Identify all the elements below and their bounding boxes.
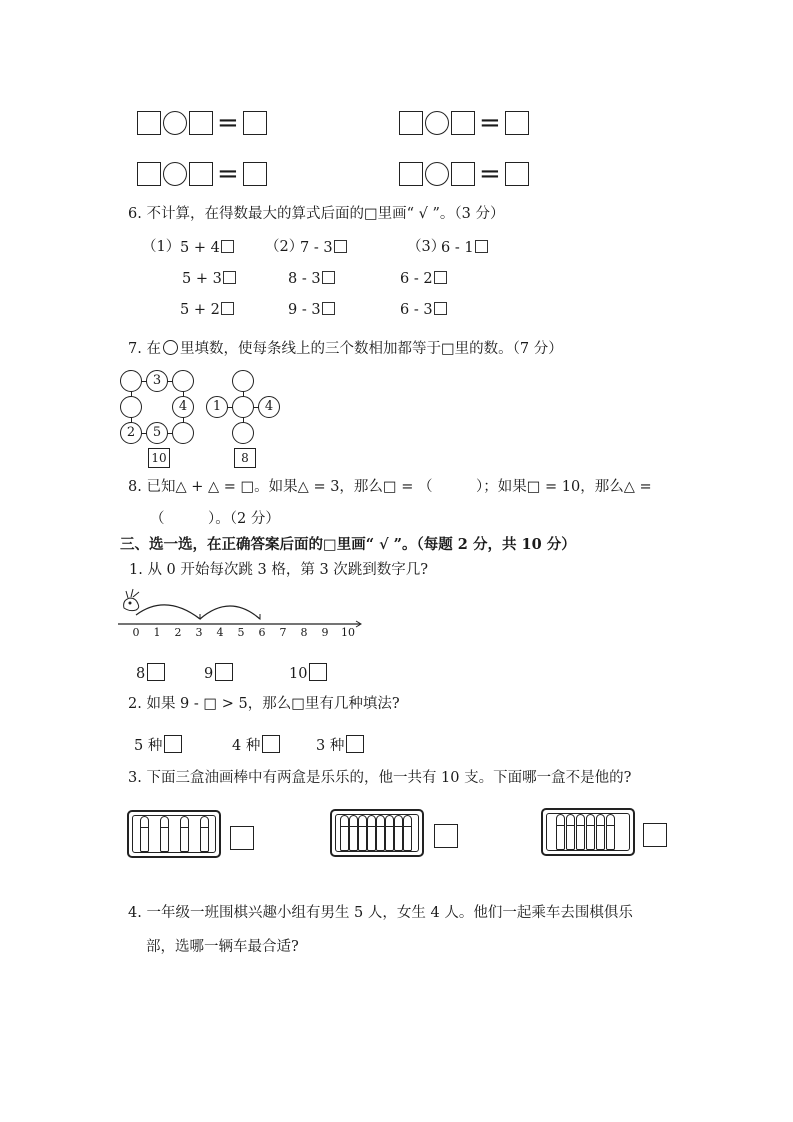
- check-box[interactable]: [322, 271, 335, 284]
- tick-label: 1: [153, 626, 161, 639]
- crayon-icon: [596, 814, 605, 850]
- crayon-icon: [140, 816, 149, 852]
- puzzle-node[interactable]: [172, 422, 194, 444]
- crayon-icon: [367, 815, 376, 851]
- q6-item: [400, 271, 447, 287]
- equation-row-1b: [399, 110, 529, 136]
- answer-square[interactable]: [189, 111, 213, 135]
- circle-icon: [163, 340, 178, 355]
- result-square[interactable]: [243, 111, 267, 135]
- target-sum-box: 10: [148, 448, 170, 468]
- answer-square[interactable]: [399, 111, 423, 135]
- check-box[interactable]: [221, 240, 234, 253]
- q6-item: [180, 240, 234, 256]
- puzzle-node-right[interactable]: 4: [258, 396, 280, 418]
- crayon-icon: [606, 814, 615, 850]
- option-4: [232, 735, 280, 754]
- answer-square[interactable]: [399, 162, 423, 186]
- s3-question-4-line-2: 部，选哪一辆车最合适?: [146, 939, 299, 955]
- question-8-line-1: 8. 已知△ + △ = □。如果△ = 3，那么□ = （ ）；如果□ = 10，那么△ =: [128, 479, 652, 495]
- equation-row-1a: [137, 110, 267, 136]
- crayon-icon: [349, 815, 358, 851]
- s3-question-2-title: 2. 如果 9 - □ > 5，那么□里有几种填法?: [128, 696, 400, 712]
- answer-check-box[interactable]: [164, 735, 182, 753]
- option-5: [134, 735, 182, 754]
- result-square[interactable]: [505, 162, 529, 186]
- rabbit-icon: [124, 589, 139, 611]
- expression: 5 + 2: [180, 302, 220, 318]
- check-box[interactable]: [434, 302, 447, 315]
- expression: 6 - 1: [441, 240, 474, 256]
- operator-circle[interactable]: [425, 162, 449, 186]
- target-sum-box: 8: [234, 448, 256, 468]
- option-label: 4 种: [232, 738, 261, 754]
- equation-row-2a: [137, 161, 267, 187]
- check-box[interactable]: [434, 271, 447, 284]
- result-square[interactable]: [243, 162, 267, 186]
- option-10: [289, 663, 327, 682]
- crayon-icon: [566, 814, 575, 850]
- tick-label: 9: [321, 626, 329, 639]
- answer-square[interactable]: [137, 111, 161, 135]
- crayon-icon: [556, 814, 565, 850]
- q6-item: [288, 302, 335, 318]
- option-label: 3 种: [316, 738, 345, 754]
- tick-label: 10: [341, 626, 355, 639]
- puzzle-node-center[interactable]: [232, 396, 254, 418]
- crayon-icon: [340, 815, 349, 851]
- check-box[interactable]: [221, 302, 234, 315]
- puzzle-node[interactable]: [120, 370, 142, 392]
- tick-label: 5: [237, 626, 245, 639]
- tick-label: 4: [216, 626, 224, 639]
- option-label: 8: [136, 666, 146, 682]
- operator-circle[interactable]: [163, 111, 187, 135]
- tick-label: 2: [174, 626, 182, 639]
- cross-puzzle: [206, 370, 282, 470]
- number-line: [118, 588, 368, 640]
- expression: 9 - 3: [288, 302, 321, 318]
- crayon-box-6: [541, 808, 635, 856]
- expression: 8 - 3: [288, 271, 321, 287]
- crayon-box-4: [127, 810, 221, 858]
- option-8: [136, 663, 165, 682]
- expression: 7 - 3: [300, 240, 333, 256]
- operator-circle[interactable]: [163, 162, 187, 186]
- option-9: [204, 663, 233, 682]
- answer-check-box[interactable]: [215, 663, 233, 681]
- puzzle-node[interactable]: [172, 370, 194, 392]
- puzzle-node[interactable]: 5: [146, 422, 168, 444]
- tick-label: 6: [258, 626, 266, 639]
- q6-item: [400, 302, 447, 318]
- puzzle-node-bottom[interactable]: [232, 422, 254, 444]
- crayon-icon: [385, 815, 394, 851]
- answer-check-box[interactable]: [309, 663, 327, 681]
- q6-group-2-label: （2）: [265, 239, 304, 255]
- expression: 6 - 2: [400, 271, 433, 287]
- puzzle-node[interactable]: [120, 396, 142, 418]
- operator-circle[interactable]: [425, 111, 449, 135]
- q6-item: [180, 302, 234, 318]
- crayon-icon: [358, 815, 367, 851]
- equation-row-2b: [399, 161, 529, 187]
- q6-group-3-label: （3）: [407, 239, 446, 255]
- q6-item: [288, 271, 335, 287]
- crayon-box-8: [330, 809, 424, 857]
- answer-check-box[interactable]: [643, 823, 667, 847]
- answer-square[interactable]: [451, 111, 475, 135]
- answer-check-box[interactable]: [230, 826, 254, 850]
- tick-label: 0: [132, 626, 140, 639]
- check-box[interactable]: [322, 302, 335, 315]
- check-box[interactable]: [334, 240, 347, 253]
- puzzle-node-left[interactable]: 1: [206, 396, 228, 418]
- option-label: 10: [289, 666, 308, 682]
- expression: 6 - 3: [400, 302, 433, 318]
- q6-item: [300, 240, 347, 256]
- answer-square[interactable]: [451, 162, 475, 186]
- q6-group-1-label: （1）: [142, 239, 181, 255]
- question-7-title: [128, 340, 563, 357]
- equals-sign: =: [479, 159, 501, 189]
- crayon-icon: [376, 815, 385, 851]
- answer-check-box[interactable]: [346, 735, 364, 753]
- answer-square[interactable]: [189, 162, 213, 186]
- section-3-title: 三、选一选，在正确答案后面的□里画“ √ ”。（每题 2 分，共 10 分）: [120, 536, 576, 553]
- expression: 5 + 3: [182, 271, 222, 287]
- equals-sign: =: [217, 108, 239, 138]
- answer-check-box[interactable]: [147, 663, 165, 681]
- crayon-icon: [180, 816, 189, 852]
- answer-check-box[interactable]: [262, 735, 280, 753]
- equals-sign: =: [479, 108, 501, 138]
- s3-question-4-line-1: 4. 一年级一班围棋兴趣小组有男生 5 人，女生 4 人。他们一起乘车去围棋俱乐: [128, 905, 633, 921]
- option-label: 5 种: [134, 738, 163, 754]
- crayon-icon: [586, 814, 595, 850]
- option-label: 9: [204, 666, 214, 682]
- puzzle-node[interactable]: 2: [120, 422, 142, 444]
- title-suffix: 里填数，使每条线上的三个数相加都等于□里的数。（7 分）: [179, 341, 563, 357]
- answer-check-box[interactable]: [434, 824, 458, 848]
- crayon-icon: [403, 815, 412, 851]
- question-6-title: 6. 不计算，在得数最大的算式后面的□里画“ √ ”。（3 分）: [128, 206, 505, 222]
- puzzle-node[interactable]: 3: [146, 370, 168, 392]
- answer-square[interactable]: [137, 162, 161, 186]
- puzzle-node-top[interactable]: [232, 370, 254, 392]
- crayon-icon: [200, 816, 209, 852]
- check-box[interactable]: [223, 271, 236, 284]
- tick-label: 7: [279, 626, 287, 639]
- equals-sign: =: [217, 159, 239, 189]
- s3-question-3-title: 3. 下面三盒油画棒中有两盒是乐乐的，他一共有 10 支。下面哪一盒不是他的?: [128, 770, 632, 786]
- crayon-icon: [394, 815, 403, 851]
- square-puzzle: [120, 370, 200, 470]
- expression: 5 + 4: [180, 240, 220, 256]
- tick-label: 3: [195, 626, 203, 639]
- s3-question-1-title: 1. 从 0 开始每次跳 3 格，第 3 次跳到数字几?: [129, 562, 429, 578]
- tick-label: 8: [300, 626, 308, 639]
- q6-item: [441, 240, 488, 256]
- question-8-line-2: （ ）。（2 分）: [150, 511, 280, 527]
- result-square[interactable]: [505, 111, 529, 135]
- crayon-icon: [160, 816, 169, 852]
- puzzle-node[interactable]: 4: [172, 396, 194, 418]
- check-box[interactable]: [475, 240, 488, 253]
- q6-item: [182, 271, 236, 287]
- crayon-icon: [576, 814, 585, 850]
- option-3: [316, 735, 364, 754]
- title-prefix: 7. 在: [128, 341, 161, 357]
